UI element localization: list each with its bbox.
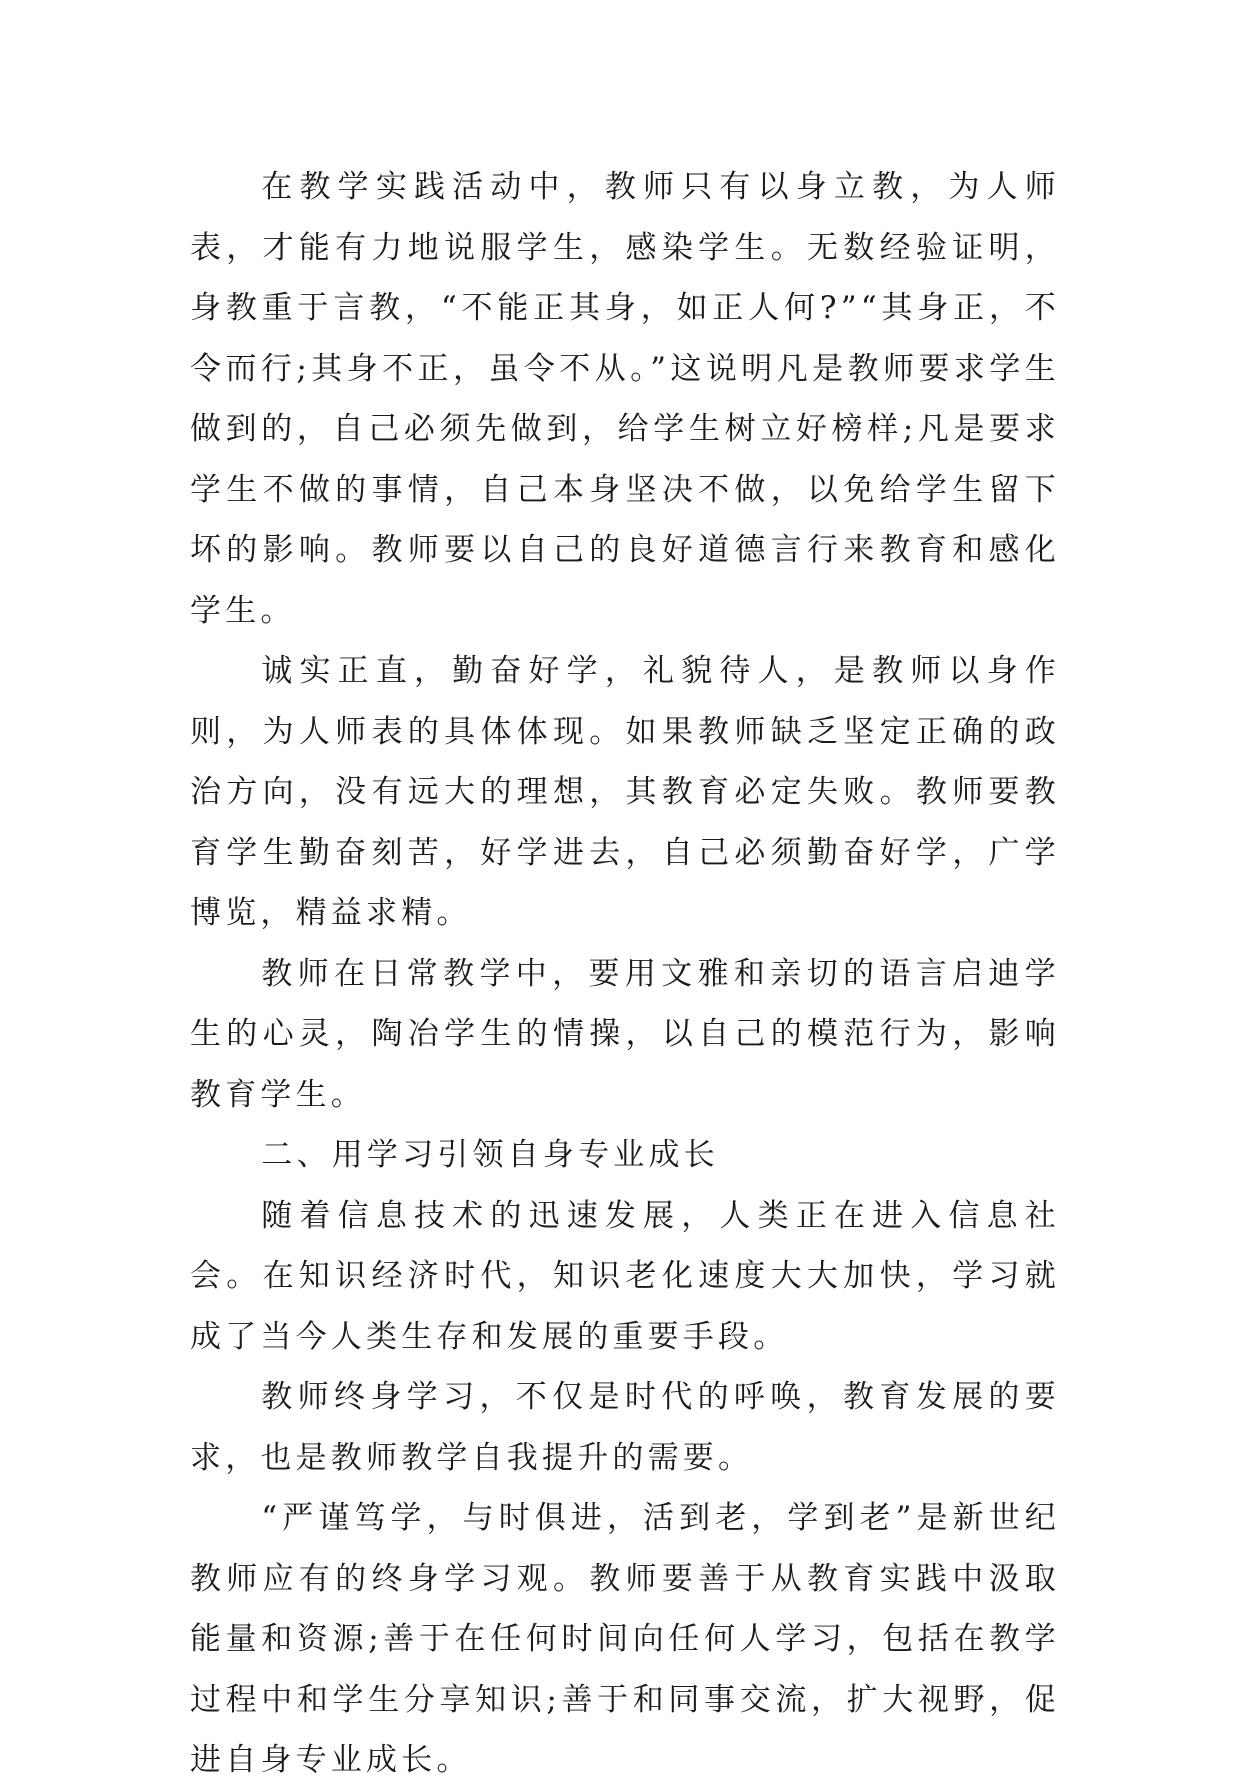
paragraph-information-age: 随着信息技术的迅速发展，人类正在进入信息社会。在知识经济时代，知识老化速度大大加快，学习就成了当今人类生存和发展的重要手段。 [190,1197,1060,1355]
paragraph-language: 教师在日常教学中，要用文雅和亲切的语言启迪学生的心灵，陶冶学生的情操，以自己的模范行为，影响教育学生。 [190,955,1060,1113]
paragraph-lead-by-example: 在教学实践活动中，教师只有以身立教，为人师表，才能有力地说服学生，感染学生。无数经验证明，身教重于言教，“不能正其身，如正人何?”“其身正，不令而行;其身不正，虽令不从。”这说明凡是教师要求学生做到的，自己必须先做到，给学生树立好榜样;凡是要求学生不做的事情，自己本身坚决不做，以免给学生留下坏的影响。教师要以自己的良好道德言行来教育和感化学生。 [190,169,1060,629]
document-body [190,157,1060,1791]
section-heading: 二、用学习引领自身专业成长 [261,1137,719,1173]
paragraph-integrity: 诚实正直，勤奋好学，礼貌待人，是教师以身作则，为人师表的具体体现。如果教师缺乏坚定正确的政治方向，没有远大的理想，其教育必定失败。教师要教育学生勤奋刻苦，好学进去，自己必须勤奋好学，广学博览，精益求精。 [190,653,1060,931]
paragraph-lifelong-learning: 教师终身学习，不仅是时代的呼唤，教育发展的要求，也是教师教学自我提升的需要。 [190,1379,1060,1476]
paragraph-learning-view: “严谨笃学，与时俱进，活到老，学到老”是新世纪教师应有的终身学习观。教师要善于从教育实践中汲取能量和资源;善于在任何时间向任何人学习，包括在教学过程中和学生分享知识;善于和同事交流，扩大视野，促进自身专业成长。 [190,1500,1060,1778]
